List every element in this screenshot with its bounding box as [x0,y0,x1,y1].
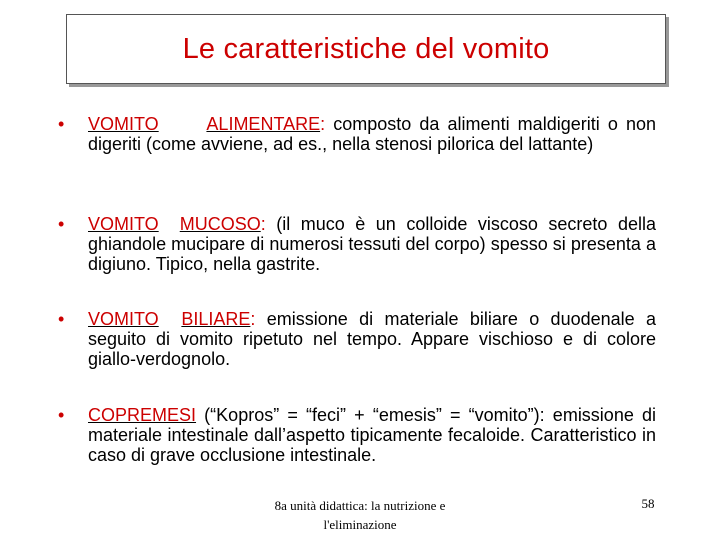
term-sep: (“Kopros” = “feci” + “emesis” = “vomito”): [196,405,545,425]
term-biliare: BILIARE [181,309,251,329]
bullet-body: composto da alimenti maldigeriti o non digeriti (come avviene, ad es., nella stenosi pilorica del lattante) [88,114,656,154]
term-sep: : [250,309,256,329]
bullet-icon: • [58,405,65,425]
bullet-copremesi [58,405,656,465]
bullet-vomito-mucoso [58,214,656,274]
term-alimentare: ALIMENTARE [206,114,321,134]
bullet-body: emissione di materiale intestinale dall’aspetto tipicamente fecaloide. Caratteristico in caso di grave occlusione intestinale. [88,405,657,465]
term-vomito: VOMITO [88,309,159,329]
term-sep: : [260,214,266,234]
bullet-text [88,309,656,369]
bullet-icon: • [58,214,65,234]
footer-text: 8a unità didattica: la nutrizione e l'eliminazione [274,498,446,532]
term-vomito: VOMITO [88,114,159,134]
term-mucoso: MUCOSO [179,214,261,234]
bullet-body: emissione di materiale biliare o duodenale a seguito di vomito ripetuto nel tempo. Appare vischioso e di colore giallo-verdognolo. [88,309,656,369]
bullet-vomito-alimentare [58,114,656,154]
page-number: 58 [641,496,655,511]
slide-title: Le caratteristiche del vomito [182,32,550,65]
term-vomito: VOMITO [88,214,159,234]
title-box [66,14,666,84]
bullet-text [88,405,656,465]
term-sep: : [320,114,326,134]
bullet-body: (il muco è un colloide viscoso secreto della ghiandole mucipare di numerosi tessuti del corpo) spesso si presenta a digiuno. Tipico, nella gastrite. [88,214,656,274]
bullet-icon: • [58,309,65,329]
bullet-text [88,114,656,154]
term-copremesi: COPREMESI [88,405,197,425]
bullet-vomito-biliare [58,309,656,369]
bullet-text [88,214,656,274]
bullet-icon: • [58,114,65,134]
